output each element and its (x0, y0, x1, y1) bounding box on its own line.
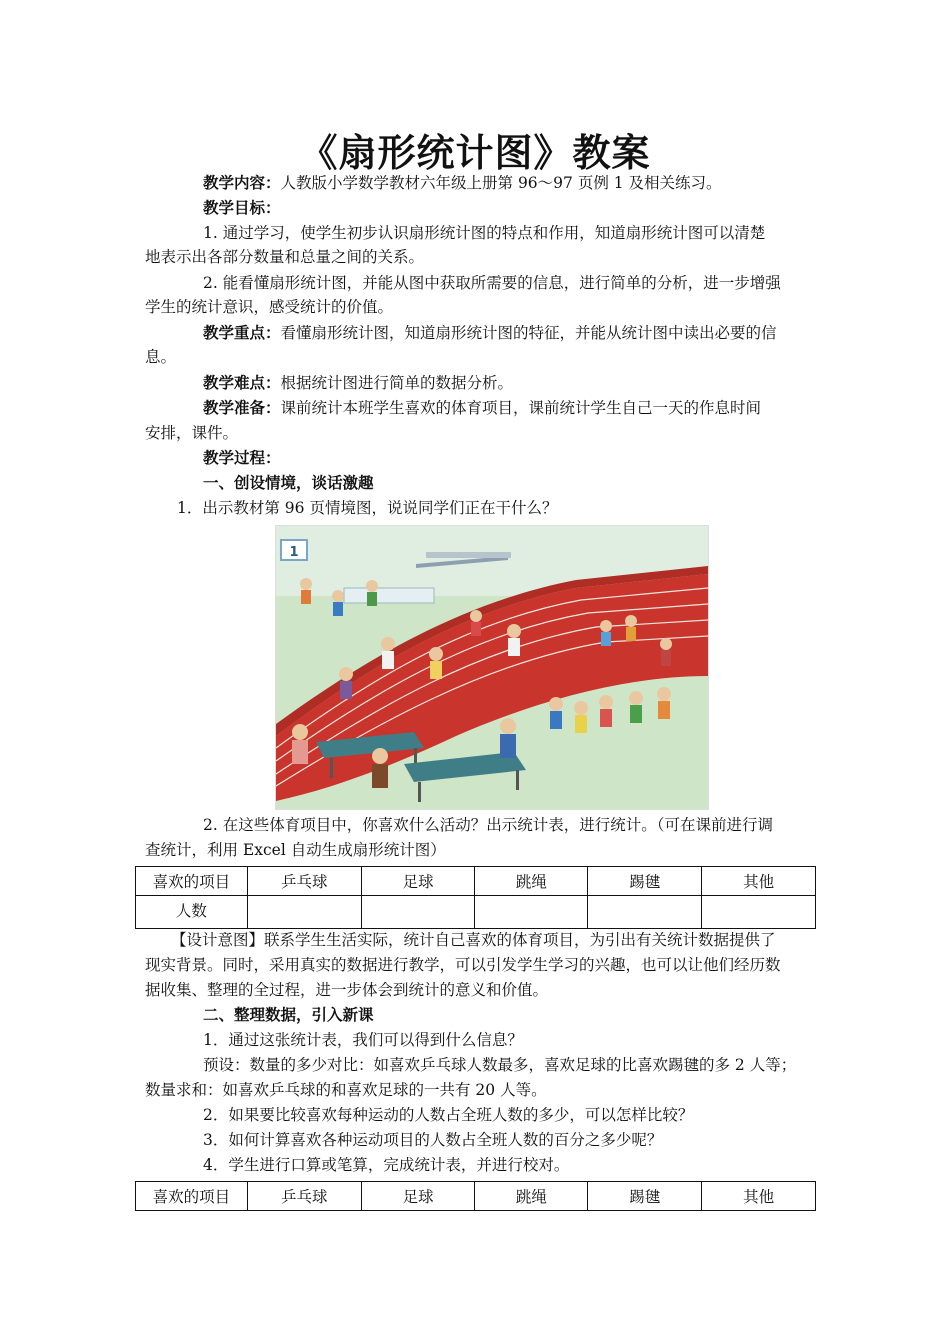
section-2-question-1: 1．通过这张统计表，我们可以得到什么信息？ (203, 1031, 523, 1049)
table-row-label: 人数 (136, 896, 248, 929)
difficulty-label: 教学难点： (203, 374, 281, 392)
key-paragraph (203, 322, 777, 344)
section-2-question-2: 2．如果要比较喜欢每种运动的人数占全班人数的多少，可以怎样比较？ (203, 1106, 694, 1124)
section-2-question-3: 3．如何计算喜欢各种运动项目的人数占全班人数的百分之多少呢？ (203, 1131, 663, 1149)
goal-2-line-1: 2. 能看懂扇形统计图，并能从图中获取所需要的信息，进行简单的分析，进一步增强 (203, 274, 781, 292)
prep-label: 教学准备： (203, 399, 281, 417)
table-header-row (136, 867, 816, 896)
content-label: 教学内容： (203, 174, 281, 192)
table-header-row (136, 1182, 816, 1211)
table-cell (361, 896, 475, 929)
table-cell (247, 896, 361, 929)
design-intent-line-1: 【设计意图】联系学生生活实际，统计自己喜欢的体育项目，为引出有关统计数据提供了 (171, 931, 776, 949)
table-header-cell: 足球 (361, 867, 475, 896)
survey-table (135, 866, 816, 929)
content-paragraph (203, 172, 722, 194)
percentage-table (135, 1181, 816, 1211)
document-title: 《扇形统计图》教案 (299, 131, 651, 175)
process-label: 教学过程： (203, 449, 281, 467)
section-2-preset-line-2: 数量求和：如喜欢乒乓球的和喜欢足球的一共有 20 人等。 (145, 1081, 547, 1099)
section-1-step-2-line-2: 查统计，利用 Excel 自动生成扇形统计图） (145, 841, 446, 859)
table-header-cell: 踢毽 (588, 867, 702, 896)
content-text: 人教版小学数学教材六年级上册第 96～97 页例 1 及相关练习。 (280, 174, 722, 192)
goal-1-line-1: 1. 通过学习，使学生初步认识扇形统计图的特点和作用，知道扇形统计图可以清楚 (203, 224, 766, 242)
track-scene-image (276, 526, 708, 809)
table-header-cell: 乒乓球 (247, 867, 361, 896)
key-label: 教学重点： (203, 324, 281, 342)
table-header-cell: 乒乓球 (247, 1182, 361, 1211)
goals-label: 教学目标： (203, 199, 281, 217)
difficulty-paragraph (203, 372, 513, 394)
goal-1-line-2: 地表示出各部分数量和总量之间的关系。 (145, 248, 425, 266)
section-2-preset-line-1: 预设：数量的多少对比：如喜欢乒乓球人数最多，喜欢足球的比喜欢踢毽的多 2 人等； (203, 1056, 797, 1074)
table-header-cell: 跳绳 (475, 1182, 588, 1211)
section-1-heading: 一、创设情境，谈话激趣 (203, 474, 374, 492)
difficulty-text: 根据统计图进行简单的数据分析。 (280, 374, 514, 392)
design-intent-line-2: 现实背景。同时，采用真实的数据进行教学，可以引发学生学习的兴趣，也可以让他们经历数 (145, 956, 781, 974)
figure-number: 1 (289, 545, 299, 560)
table-header-cell: 其他 (702, 1182, 816, 1211)
table-row (136, 896, 816, 929)
table-cell (475, 896, 588, 929)
section-2-heading: 二、整理数据，引入新课 (203, 1006, 374, 1024)
section-2-question-4: 4．学生进行口算或笔算，完成统计表，并进行校对。 (203, 1156, 570, 1174)
section-1-step-1: 1．出示教材第 96 页情境图，说说同学们正在干什么？ (177, 499, 558, 517)
key-text-line-1: 看懂扇形统计图，知道扇形统计图的特征，并能从统计图中读出必要的信 (280, 324, 777, 342)
table-header-cell: 足球 (361, 1182, 475, 1211)
scene-illustration (275, 525, 709, 810)
table-header-cell: 喜欢的项目 (136, 1182, 248, 1211)
prep-text-line-2: 安排，课件。 (145, 424, 239, 442)
prep-text-line-1: 课前统计本班学生喜欢的体育项目，课前统计学生自己一天的作息时间 (280, 399, 762, 417)
section-1-step-2-line-1: 2. 在这些体育项目中，你喜欢什么活动？出示统计表，进行统计。（可在课前进行调 (203, 816, 773, 834)
key-text-line-2: 息。 (145, 348, 177, 366)
table-header-cell: 其他 (702, 867, 816, 896)
table-header-cell: 踢毽 (588, 1182, 702, 1211)
design-intent-line-3: 据收集、整理的全过程，进一步体会到统计的意义和价值。 (145, 981, 549, 999)
table-header-cell: 跳绳 (475, 867, 588, 896)
table-header-cell: 喜欢的项目 (136, 867, 248, 896)
goal-2-line-2: 学生的统计意识，感受统计的价值。 (145, 298, 394, 316)
table-cell (702, 896, 816, 929)
prep-paragraph (203, 397, 761, 419)
table-cell (588, 896, 702, 929)
